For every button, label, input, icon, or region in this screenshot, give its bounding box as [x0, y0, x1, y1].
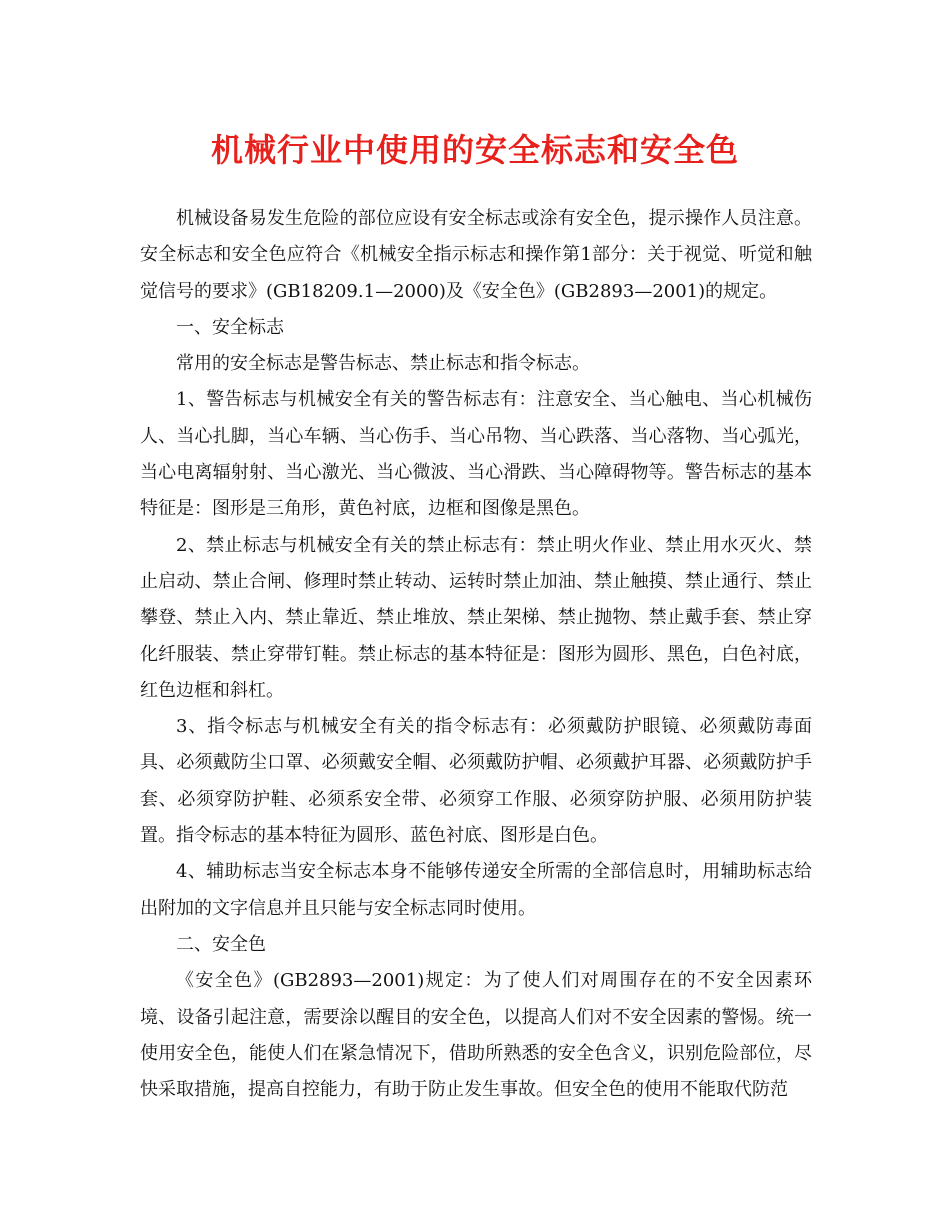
paragraph-common-signs: 常用的安全标志是警告标志、禁止标志和指令标志。 — [176, 353, 590, 375]
paragraph-safety-colors: 《安全色》(GB2893—2001)规定：为了使人们对周围存在的不安全因素环境、设备引起注意，需要涂以醒目的安全色，以提高人们对不安全因素的警惕。统一使用安全色，能使人们在紧急情况下，借助所熟悉的安全色含义，识别危险部位，尽快采取措施，提高自控能力，有助于防止发生事故。但安全色的使用不能取代防范 — [140, 970, 812, 1101]
section-heading-safety-signs: 一、安全标志 — [176, 316, 284, 338]
intro-paragraph: 机械设备易发生危险的部位应设有安全标志或涂有安全色，提示操作人员注意。安全标志和安全色应符合《机械安全指示标志和操作第1部分：关于视觉、听觉和触觉信号的要求》(GB18209.1—2000)及《安全色》(GB2893—2001)的规定。 — [140, 208, 812, 302]
document-title: 机械行业中使用的安全标志和安全色 — [210, 131, 739, 169]
paragraph-prohibition-signs: 2、禁止标志与机械安全有关的禁止标志有：禁止明火作业、禁止用水灭火、禁止启动、禁止合闸、修理时禁止转动、运转时禁止加油、禁止触摸、禁止通行、禁止攀登、禁止入内、禁止靠近、禁止堆放、禁止架梯、禁止抛物、禁止戴手套、禁止穿化纤服装、禁止穿带钉鞋。禁止标志的基本特征是：图形为圆形、黑色，白色衬底，红色边框和斜杠。 — [140, 534, 812, 701]
paragraph-auxiliary-signs: 4、辅助标志当安全标志本身不能够传递安全所需的全部信息时，用辅助标志给出附加的文字信息并且只能与安全标志同时使用。 — [140, 861, 812, 919]
paragraph-warning-signs: 1、警告标志与机械安全有关的警告标志有：注意安全、当心触电、当心机械伤人、当心扎脚，当心车辆、当心伤手、当心吊物、当心跌落、当心落物、当心弧光，当心电离辐射射、当心激光、当心微波、当心滑跌、当心障碍物等。警告标志的基本特征是：图形是三角形，黄色衬底，边框和图像是黑色。 — [140, 389, 812, 520]
section-heading-safety-colors: 二、安全色 — [176, 933, 266, 955]
document-body — [140, 201, 812, 1108]
paragraph-mandatory-signs: 3、指令标志与机械安全有关的指令标志有：必须戴防护眼镜、必须戴防毒面具、必须戴防尘口罩、必须戴安全帽、必须戴防护帽、必须戴护耳器、必须戴防护手套、必须穿防护鞋、必须系安全带、必须穿工作服、必须穿防护服、必须用防护装置。指令标志的基本特征为圆形、蓝色衬底、图形是白色。 — [140, 716, 812, 847]
